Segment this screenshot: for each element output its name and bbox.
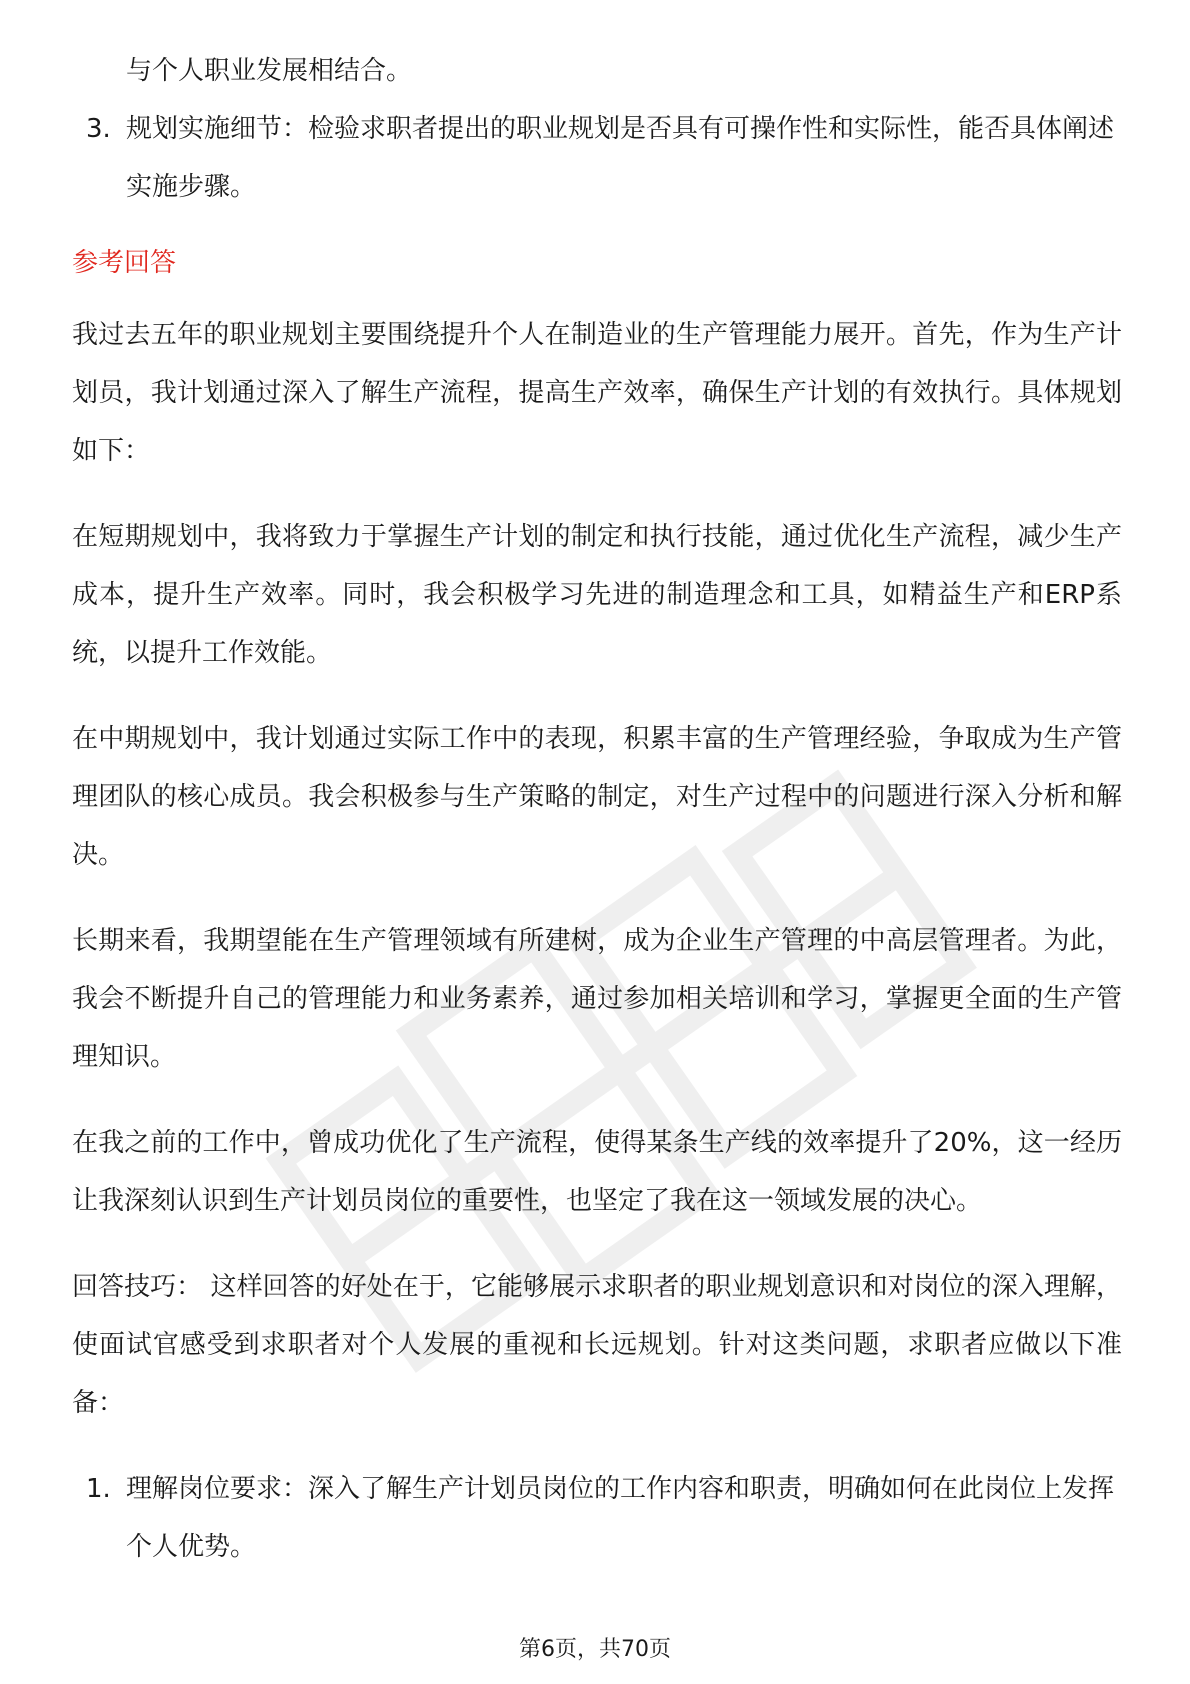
list-item-text: 规划实施细节：检验求职者提出的职业规划是否具有可操作性和实际性，能否具体阐述实施步骤。	[126, 114, 1115, 202]
paragraph: 在短期规划中，我将致力于掌握生产计划的制定和执行技能，通过优化生产流程，减少生产成本，提升生产效率。同时，我会积极学习先进的制造理念和工具，如精益生产和ERP系统，以提升工作效能。	[72, 522, 1122, 668]
paragraph: 长期来看，我期望能在生产管理领域有所建树，成为企业生产管理的中高层管理者。为此，我会不断提升自己的管理能力和业务素养，通过参加相关培训和学习，掌握更全面的生产管理知识。	[72, 926, 1122, 1072]
paragraph: 在中期规划中，我计划通过实际工作中的表现，积累丰富的生产管理经验，争取成为生产管理团队的核心成员。我会积极参与生产策略的制定，对生产过程中的问题进行深入分析和解决。	[72, 724, 1122, 870]
list-item	[72, 100, 1122, 216]
list-item-continuation: 与个人职业发展相结合。	[126, 56, 413, 86]
page-content	[72, 42, 1122, 1576]
list-item-text: 理解岗位要求：深入了解生产计划员岗位的工作内容和职责，明确如何在此岗位上发挥个人优势。	[126, 1474, 1115, 1562]
list-item-number: 1.	[86, 1474, 111, 1504]
paragraph: 在我之前的工作中，曾成功优化了生产流程，使得某条生产线的效率提升了20%，这一经历让我深刻认识到生产计划员岗位的重要性，也坚定了我在这一领域发展的决心。	[72, 1128, 1122, 1216]
list-item-number: 3.	[86, 114, 111, 144]
page-number-footer: 第6页，共70页	[519, 1637, 671, 1662]
list-item	[72, 1460, 1122, 1576]
section-heading: 参考回答	[72, 248, 177, 278]
paragraph: 回答技巧： 这样回答的好处在于，它能够展示求职者的职业规划意识和对岗位的深入理解，使面试官感受到求职者对个人发展的重视和长远规划。针对这类问题，求职者应做以下准备：	[72, 1272, 1122, 1418]
paragraph: 我过去五年的职业规划主要围绕提升个人在制造业的生产管理能力展开。首先，作为生产计划员，我计划通过深入了解生产流程，提高生产效率，确保生产计划的有效执行。具体规划如下：	[72, 320, 1122, 466]
